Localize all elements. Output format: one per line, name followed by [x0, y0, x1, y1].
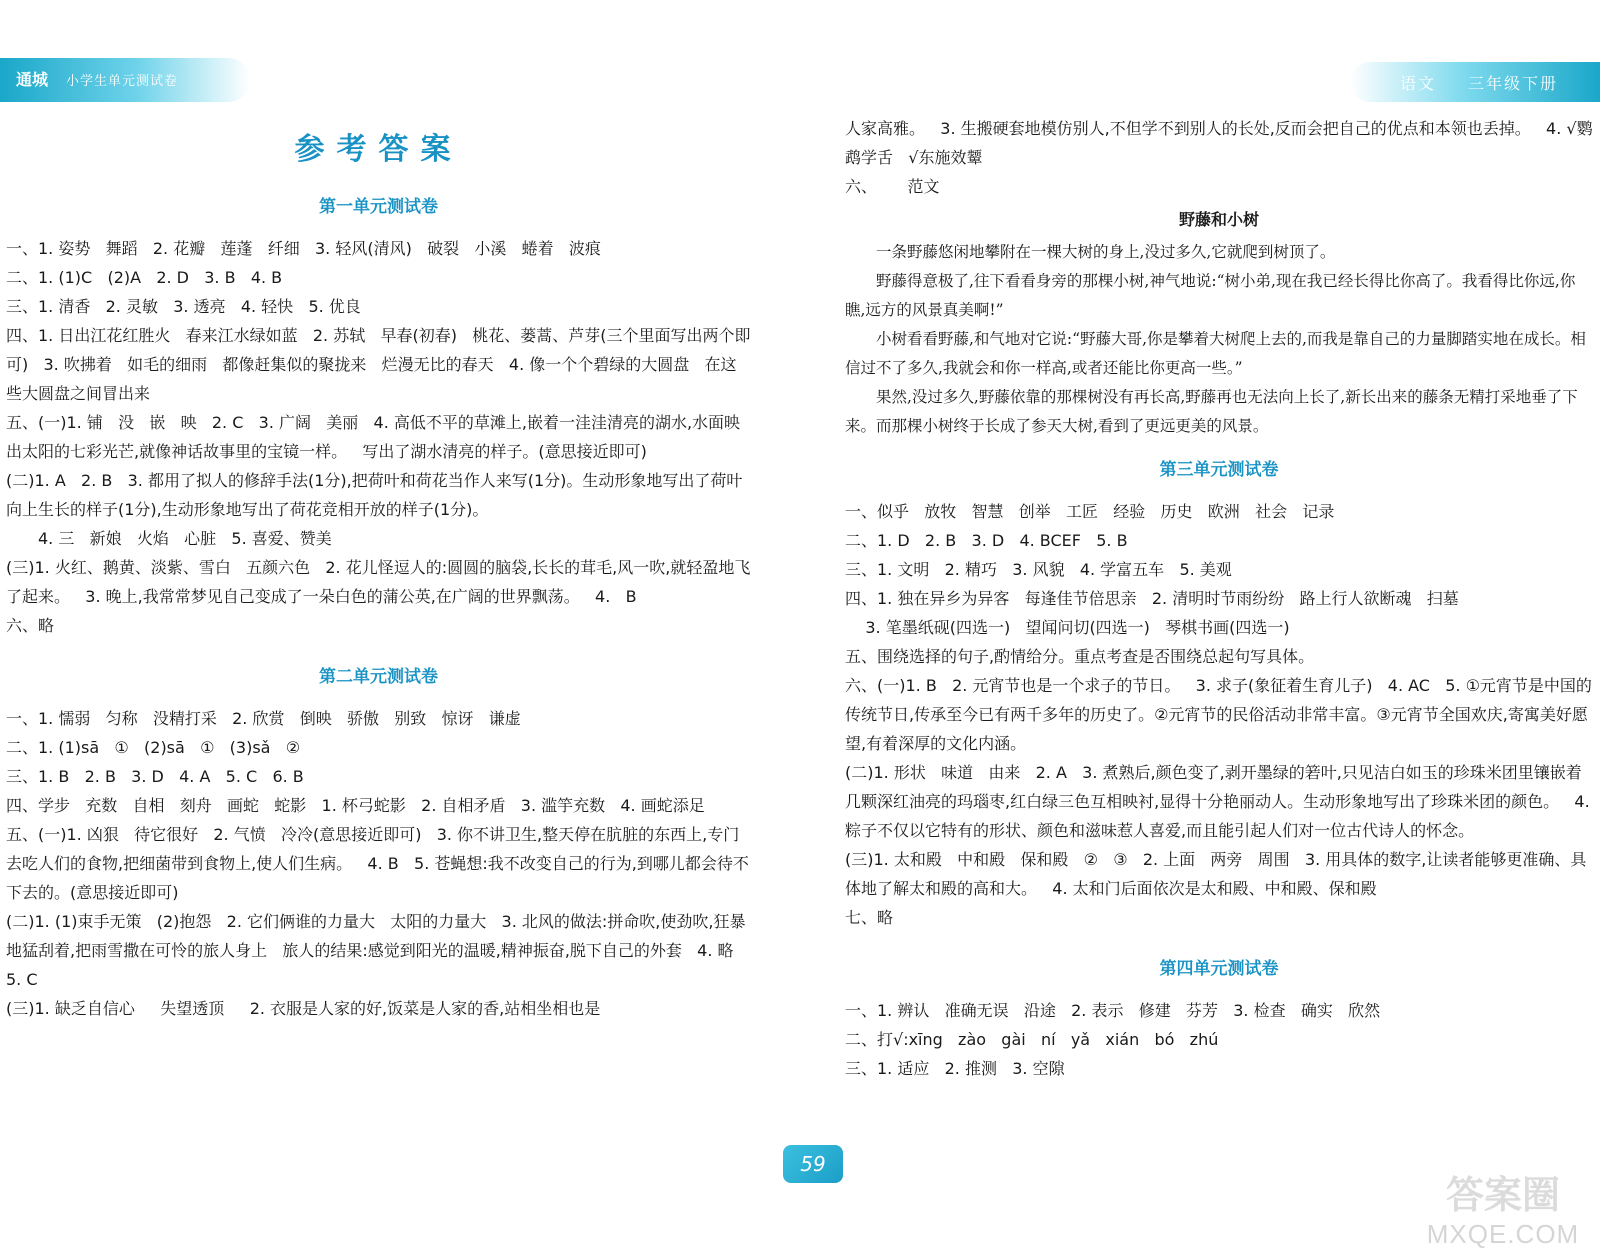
unit1-title: 第一单元测试卷	[319, 197, 438, 217]
answer-line: 一、似乎 放牧 智慧 创举 工匠 经验 历史 欧洲 社会 记录	[845, 502, 1335, 521]
answer-line: (三)1. 太和殿 中和殿 保和殿 ② ③ 2. 上面 两旁 周围 3. 用具体的数字,让读者能够更准确、具体地了解太和殿的高和大。 4. 太和门后面依次是太和殿、中和殿、保和殿	[845, 850, 1587, 898]
subject-label: 语文	[1400, 74, 1437, 93]
answer-line: 四、1. 独在异乡为异客 每逢佳节倍思亲 2. 清明时节雨纷纷 路上行人欲断魂 扫墓	[845, 589, 1459, 608]
answer-line: 三、1. 文明 2. 精巧 3. 风貌 4. 学富五车 5. 美观	[845, 560, 1232, 579]
unit2-answers	[6, 704, 751, 1023]
series-title: 小学生单元测试卷	[66, 74, 179, 89]
essay-paragraph: 野藤得意极了,往下看看身旁的那棵小树,神气地说:“树小弟,现在我已经长得比你高了。我看得比你远,你瞧,远方的风景真美啊!”	[845, 272, 1576, 319]
answer-line: 六、略	[6, 616, 55, 635]
answer-line: 四、学步 充数 自相 刻舟 画蛇 蛇影 1. 杯弓蛇影 2. 自相矛盾 3. 滥竽充数 4. 画蛇添足	[6, 796, 705, 815]
unit1-answers	[6, 234, 751, 640]
answer-line: 二、1. (1)C (2)A 2. D 3. B 4. B	[6, 268, 283, 287]
answer-line: 人家高雅。 3. 生搬硬套地模仿别人,不但学不到别人的长处,反而会把自己的优点和本领也丢掉。 4. √鹦鹉学舌 √东施效颦	[845, 119, 1593, 167]
answer-line: 五、(一)1. 铺 没 嵌 映 2. C 3. 广阔 美丽 4. 高低不平的草滩上,嵌着一洼洼清亮的湖水,水面映出太阳的七彩光芒,就像神话故事里的宝镜一样。 写出了湖水清亮的样子。(意思接近即可)	[6, 413, 741, 461]
page-title: 参考答案	[294, 132, 463, 167]
watermark	[1418, 1160, 1588, 1250]
header-banner-left	[0, 58, 250, 102]
answer-line: 三、1. 适应 2. 推测 3. 空隙	[845, 1059, 1065, 1078]
left-column	[6, 110, 751, 1023]
answer-line: 一、1. 姿势 舞蹈 2. 花瓣 莲蓬 纤细 3. 轻风(清风) 破裂 小溪 蜷着 波痕	[6, 239, 601, 258]
essay-paragraph: 一条野藤悠闲地攀附在一棵大树的身上,没过多久,它就爬到树顶了。	[876, 243, 1336, 261]
answer-line: 二、1. (1)sā ① (2)sā ① (3)sǎ ②	[6, 738, 301, 757]
watermark-url: MXQE.COM	[1426, 1219, 1580, 1249]
unit3-title: 第三单元测试卷	[1159, 460, 1279, 480]
answer-line: 六、 范文	[845, 177, 940, 196]
answer-line: 3. 笔墨纸砚(四选一) 望闻问切(四选一) 琴棋书画(四选一)	[845, 618, 1290, 637]
answer-line: 四、1. 日出江花红胜火 春来江水绿如蓝 2. 苏轼 早春(初春) 桃花、蒌蒿、芦芽(三个里面写出两个即可) 3. 吹拂着 如毛的细雨 都像赶集似的聚拢来 烂漫无比的春天 4. 像一个个碧绿的大圆盘 在这些大圆盘之间冒出来	[6, 326, 751, 403]
answer-line: 二、1. D 2. B 3. D 4. BCEF 5. B	[845, 531, 1128, 550]
header-banner-right	[1350, 62, 1600, 102]
answer-line: (二)1. 形状 味道 由来 2. A 3. 煮熟后,颜色变了,剥开墨绿的箬叶,只见洁白如玉的珍珠米团里镶嵌着几颗深红油亮的玛瑙枣,红白绿三色互相映衬,显得十分艳丽动人。生动形象地写出了珍珠米团的颜色。 4. 粽子不仅以它特有的形状、颜色和滋味惹人喜爱,而且能引起人们对一位古代诗人的怀念。	[845, 763, 1595, 840]
answer-line: 五、围绕选择的句子,酌情给分。重点考查是否围绕总起句写具体。	[845, 647, 1315, 666]
unit4-title: 第四单元测试卷	[1159, 959, 1279, 979]
answer-line: 一、1. 辨认 准确无误 沿途 2. 表示 修建 芬芳 3. 检查 确实 欣然	[845, 1001, 1381, 1020]
essay-title: 野藤和小树	[1178, 210, 1259, 229]
answer-line: 五、(一)1. 凶狠 待它很好 2. 气愤 冷冷(意思接近即可) 3. 你不讲卫生,整天停在肮脏的东西上,专门去吃人们的食物,把细菌带到食物上,使人们生病。 4. B 5. 苍蝇想:我不改变自己的行为,到哪儿都会待不下去的。(意思接近即可)	[6, 825, 749, 902]
answer-line: 三、1. B 2. B 3. D 4. A 5. C 6. B	[6, 767, 304, 786]
unit3-answers	[845, 497, 1593, 932]
answer-line: 六、(一)1. B 2. 元宵节也是一个求子的节日。 3. 求子(象征着生育儿子) 4. AC 5. ①元宵节是中国的传统节日,传承至今已有两千多年的历史了。②元宵节的民俗活动非常丰富。③元宵节全国欢庆,寄寓美好愿望,有着深厚的文化内涵。	[845, 676, 1592, 753]
answer-line: (三)1. 缺乏自信心 失望透顶 2. 衣服是人家的好,饭菜是人家的香,站相坐相也是	[6, 999, 601, 1018]
answer-line: (三)1. 火红、鹅黄、淡紫、雪白 五颜六色 2. 花儿怪逗人的:圆圆的脑袋,长长的茸毛,风一吹,就轻盈地飞了起来。 3. 晚上,我常常梦见自己变成了一朵白色的蒲公英,在广阔的世界飘荡。 4. B	[6, 558, 751, 606]
answer-line: 4. 三 新娘 火焰 心脏 5. 喜爱、赞美	[38, 529, 332, 548]
watermark-logo: 答案圈	[1445, 1173, 1560, 1217]
answer-line: 一、1. 懦弱 匀称 没精打采 2. 欣赏 倒映 骄傲 别致 惊讶 谦虚	[6, 709, 521, 728]
answer-line: 三、1. 清香 2. 灵敏 3. 透亮 4. 轻快 5. 优良	[6, 297, 361, 316]
essay-paragraph: 小树看看野藤,和气地对它说:“野藤大哥,你是攀着大树爬上去的,而我是靠自己的力量脚踏实地在成长。相信过不了多久,我就会和你一样高,或者还能比你更高一些。”	[845, 330, 1586, 377]
answer-line: 二、打√:xīng zào gài ní yǎ xián bó zhú	[845, 1030, 1219, 1049]
right-column	[845, 110, 1593, 1083]
unit2-title: 第二单元测试卷	[319, 667, 438, 687]
page-number: 59	[783, 1145, 843, 1183]
essay-paragraph: 果然,没过多久,野藤依靠的那棵树没有再长高,野藤再也无法向上长了,新长出来的藤条无精打采地垂了下来。而那棵小树终于长成了参天大树,看到了更远更美的风景。	[845, 388, 1578, 435]
grade-label: 三年级下册	[1468, 74, 1559, 93]
answer-line: (二)1. A 2. B 3. 都用了拟人的修辞手法(1分),把荷叶和荷花当作人来写(1分)。生动形象地写出了荷叶向上生长的样子(1分),生动形象地写出了荷花竞相开放的样子(1分)。	[6, 471, 743, 519]
brand-logo: 通城	[15, 70, 48, 89]
answer-line: (二)1. (1)束手无策 (2)抱怨 2. 它们俩谁的力量大 太阳的力量大 3. 北风的做法:拼命吹,使劲吹,狂暴地猛刮着,把雨雪撒在可怜的旅人身上 旅人的结果:感觉到阳光的温暖,精神振奋,脱下自己的外套 4. 略 5. C	[6, 912, 749, 989]
answer-line: 七、略	[845, 908, 894, 927]
unit4-answers	[845, 996, 1593, 1083]
